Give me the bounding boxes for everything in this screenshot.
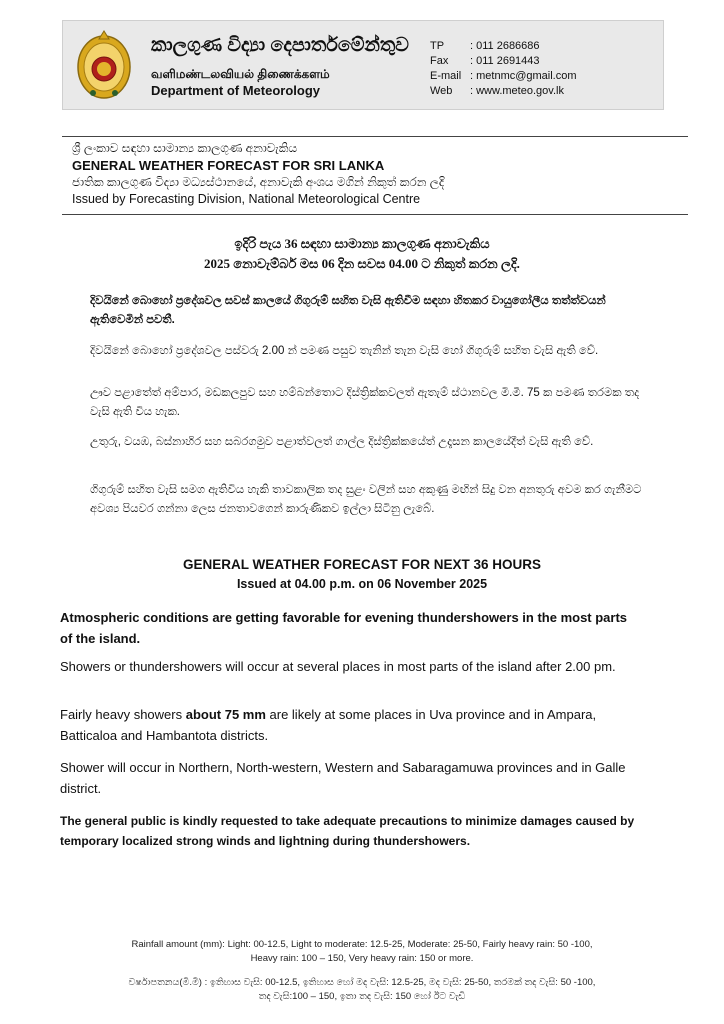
sinhala-paragraph-5: ගිගුරුම් සහිත වැසි සමග ඇතිවිය හැකි තාවකාලික තද සුළං වලින් සහ අකුණු මඟින් සිදු වන අනතුරු අවම කර ගැනීමට අවශ්‍ය පියවර ගන්නා ලෙස ජනතාවගෙන් කාරුණිකව ඉල්ලා සිටිනු ලැබේ. [90,484,642,515]
forecast-title-sinhala: ශ්‍රී ලංකාව සඳහා සාමාන්‍ය කාලගුණ අනාවැකිය [72,141,298,155]
rainfall-legend-sinhala-line-2: තද වැසි:100 – 150, ඉතා තද වැසි: 150 හෝ ඊට වැඩි [258,991,466,1002]
contact-details [430,39,577,99]
rainfall-legend-english [62,938,662,966]
contact-row-web [430,84,577,99]
department-name-sinhala: කාලගුණ විද්‍යා දෙපාර්තමේන්තුව [151,35,409,56]
sinhala-paragraph-4: උතුරු, වයඹ, බස්නාහිර සහ සබරගමුව පළාත්වලත් ගාල්ල දිස්ත්‍රික්කයේත් උදෑසන කාලයේදීත් වැසි ඇති වේ. [90,436,594,448]
contact-value: : www.meteo.gov.lk [470,85,564,97]
english-paragraph-3-post: are likely at some places in Uva province and in Ampara, Batticaloa and Hambantota districts. [60,707,597,743]
rainfall-legend-sinhala [62,976,662,1004]
issued-by-english: Issued by Forecasting Division, National Meteorological Centre [72,192,421,206]
sinhala-issued-time: 2025 නොවැම්බර් මස 06 දින සවස 04.00 ට නිකුත් කරන ලදි. [204,256,520,271]
contact-label: TP [430,40,445,52]
forecast-title-english: GENERAL WEATHER FORECAST FOR SRI LANKA [72,158,385,173]
english-paragraph-2: Showers or thundershowers will occur at several places in most parts of the island after 2.00 pm. [60,659,616,674]
divider-top [62,136,688,137]
english-issued-time: Issued at 04.00 p.m. on 06 November 2025 [236,577,488,591]
divider-bottom [62,214,688,215]
rainfall-legend-sinhala-line-1: වර්ෂාපතනය(මි.මී) : ඉතිහාස වැසි: 00-12.5, ඉතිහාස හෝ මද වැසි: 12.5-25, මද වැසි: 25-50, තරමක් තද වැසි: 50 -100, [128,977,596,988]
english-paragraph-3-pre: Fairly heavy showers [60,707,186,722]
contact-label: Fax [430,55,449,67]
sinhala-paragraph-3: ඌව පළාතේත් අම්පාර, මඩකලපුව සහ හම්බන්තොට දිස්ත්‍රික්කවලත් ඇතැම් ස්ථානවල මි.මී. 75 ක පමණ තරමක තද වැසි ඇති විය හැක. [90,387,640,418]
rainfall-amount-highlight: about 75 mm [185,707,266,722]
contact-label: Web [430,85,453,97]
english-paragraph-5: The general public is kindly requested to take adequate precautions to minimize damages caused by temporary localized strong winds and lightning during thundershowers. [60,814,635,848]
sinhala-paragraph-1: දිවයිනේ බොහෝ ප්‍රදේශවල සවස් කාලයේ ගිගුරුම් සහිත වැසි ඇතිවීම සඳහා හිතකර වායුගෝලීය තත්ත්වයන් ඇතිවෙමින් පවතී. [90,295,606,326]
contact-row-email [430,69,577,84]
sinhala-paragraph-2: දිවයිනේ බොහෝ ප්‍රදේශවල පස්වරු 2.00 න් පමණ පසුව තැනින් තැන වැසි හෝ ගිගුරුම් සහිත වැසි ඇති වේ. [90,345,599,357]
english-heading: GENERAL WEATHER FORECAST FOR NEXT 36 HOURS [182,557,542,572]
rainfall-legend-english-line-1: Rainfall amount (mm): Light: 00-12.5, Light to moderate: 12.5-25, Moderate: 25-50, Fairly heavy rain: 50 -100, [131,939,593,950]
sinhala-heading: ඉදිරි පැය 36 සඳහා සාමාන්‍ය කාලගුණ අනාවැකිය [234,236,490,251]
contact-value: : 011 2691443 [470,55,540,67]
contact-label: E-mail [430,70,462,82]
department-name-tamil: வளிமண்டலவியல் திணைக்களம் [151,67,330,81]
rainfall-legend-english-line-2: Heavy rain: 100 – 150, Very heavy rain: 150 or more. [250,953,474,964]
issued-by-sinhala: ජාතික කාලගුණ විද්‍යා මධ්‍යස්ථානයේ, අනාවැකි අංශය මගින් නිකුත් කරන ලදි [72,175,445,189]
english-paragraph-1: Atmospheric conditions are getting favorable for evening thundershowers in the most parts of the island. [60,610,628,646]
contact-value: : metnmc@gmail.com [470,70,577,82]
contact-row-fax [430,54,577,69]
english-paragraph-4: Shower will occur in Northern, North-western, Western and Sabaragamuwa provinces and in Galle district. [60,760,626,796]
issuer-block [72,140,682,208]
contact-value: : 011 2686686 [470,40,540,52]
department-name-english: Department of Meteorology [151,83,321,98]
english-paragraph-3 [60,704,640,746]
letterhead [62,20,664,110]
government-emblem-icon [75,29,133,101]
contact-row-tp [430,39,577,54]
